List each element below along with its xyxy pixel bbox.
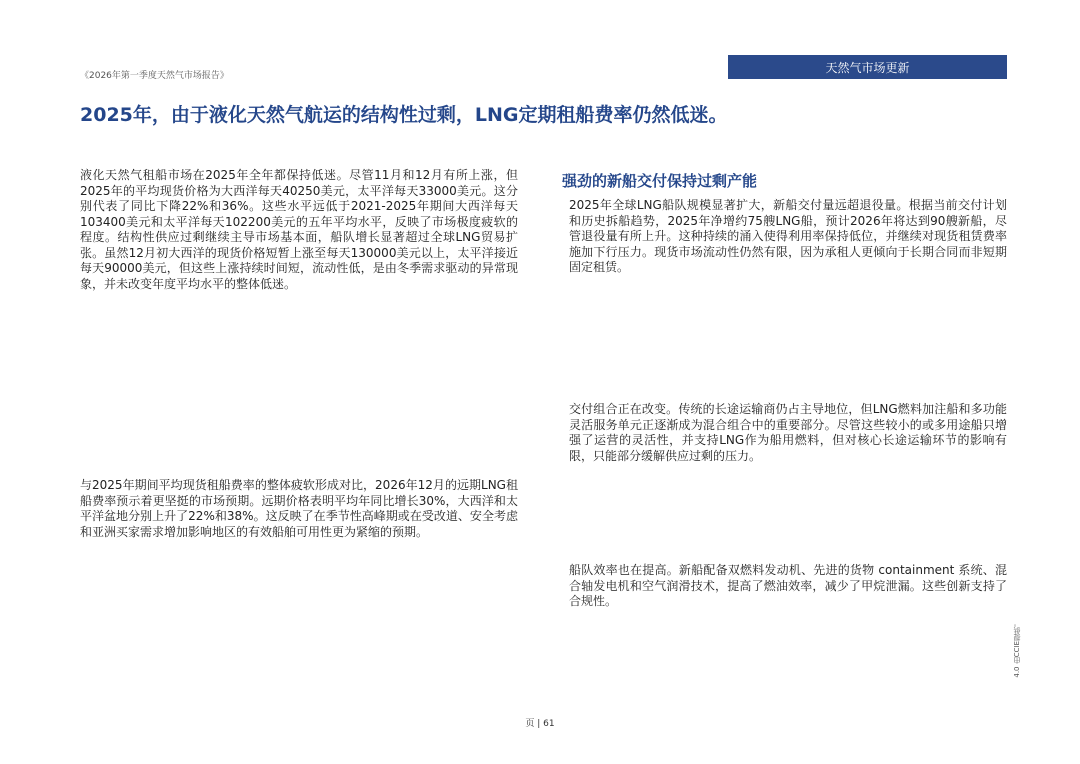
report-title: 《2026年第一季度天然气市场报告》 xyxy=(80,71,229,81)
right-paragraph-3: 船队效率也在提高。新船配备双燃料发动机、先进的货物 containment 系统、混合轴发电机和空气润滑技术，提高了燃油效率，减少了甲烷泄漏。这些创新支持了合规性。 xyxy=(569,563,1007,608)
right-paragraph-2: 交付组合正在改变。传统的长途运输商仍占主导地位，但LNG燃料加注船和多功能灵活服务单元正逐渐成为混合组合中的重要部分。尽管这些较小的或多用途船只增强了运营的灵活性，并支持LNG作为船用燃料，但对核心长途运输环节的影响有限，只能部分缓解供应过剩的压力。 xyxy=(569,402,1007,463)
side-source-note: 4.0 由CCIE提供。 xyxy=(1013,620,1021,678)
left-paragraph-2: 与2025年期间平均现货租船费率的整体疲软形成对比，2026年12月的远期LNG租船费率预示着更坚挺的市场预期。远期价格表明平均年同比增长30%，大西洋和太平洋盆地分别上升了22%和38%。这反映了在季节性高峰期或在受改道、安全考虑和亚洲买家需求增加影响地区的有效船舶可用性更为紧缩的预期。 xyxy=(80,478,518,539)
page-headline: 2025年，由于液化天然气航运的结构性过剩，LNG定期租船费率仍然低迷。 xyxy=(80,104,728,126)
right-paragraph-1: 2025年全球LNG船队规模显著扩大，新船交付量远超退役量。根据当前交付计划和历史拆船趋势，2025年净增约75艘LNG船，预计2026年将达到90艘新船，尽管退役量有所上升。这种持续的涌入使得利用率保持低位，并继续对现货租赁费率施加下行压力。现货市场流动性仍然有限，因为承租人更倾向于长期合同而非短期固定租赁。 xyxy=(569,198,1007,274)
right-subheading: 强劲的新船交付保持过剩产能 xyxy=(562,172,758,190)
section-tag: 天然气市场更新 xyxy=(728,55,1007,79)
left-paragraph-1: 液化天然气租船市场在2025年全年都保持低迷。尽管11月和12月有所上涨，但2025年的平均现货价格为大西洋每天40250美元，太平洋每天33000美元。这分别代表了同比下降22%和36%。这些水平远低于2021-2025年期间大西洋每天103400美元和太平洋每天102200美元的五年平均水平，反映了市场极度疲软的程度。结构性供应过剩继续主导市场基本面，船队增长显著超过全球LNG贸易扩张。虽然12月初大西洋的现货价格短暂上涨至每天130000美元以上，太平洋接近每天90000美元，但这些上涨持续时间短，流动性低，是由冬季需求驱动的异常现象，并未改变年度平均水平的整体低迷。 xyxy=(80,168,518,291)
page-number: 页 | 61 xyxy=(525,719,555,729)
